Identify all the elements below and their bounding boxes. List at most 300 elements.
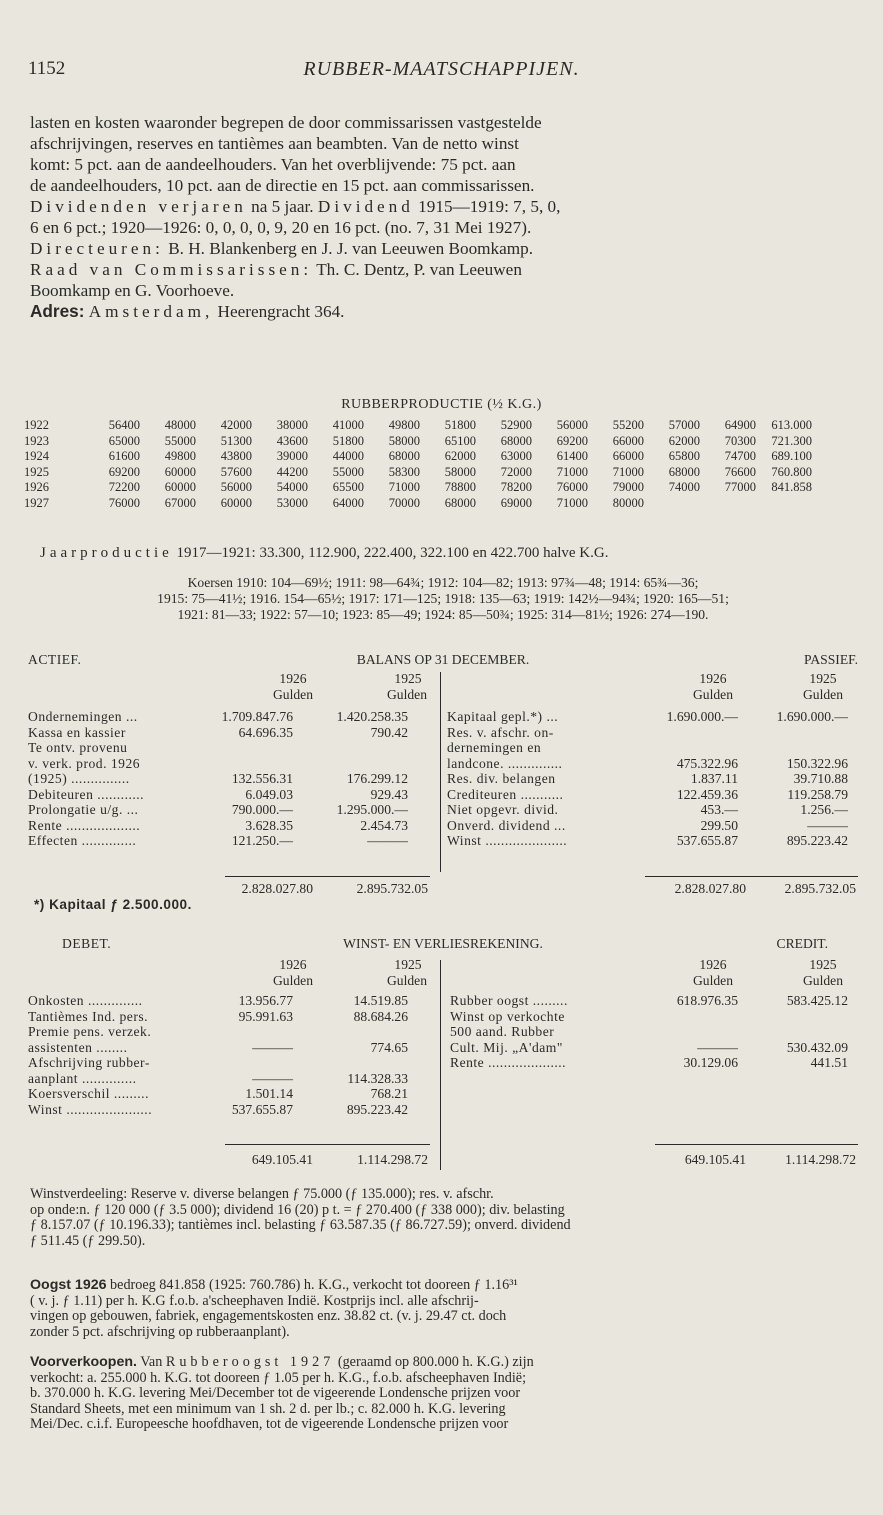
production-value (644, 496, 700, 512)
running-title: RUBBER-MAATSCHAPPIJEN. (303, 58, 580, 80)
production-value: 76000 (556, 480, 588, 495)
ledger-row (28, 818, 433, 834)
forward-sales-paragraph (30, 1355, 860, 1433)
ledger-label: (1925) ............... (28, 771, 130, 786)
pl-right-head: CREDIT. (776, 936, 828, 951)
production-year: 1926 (24, 480, 49, 495)
production-value: 52900 (500, 418, 532, 433)
ledger-amount: 122.459.36 (676, 786, 738, 802)
ledger-amount: 150.322.96 (786, 755, 848, 771)
ledger-row (28, 1009, 433, 1025)
production-value: 64900 (724, 418, 756, 433)
production-value: 39000 (276, 449, 308, 464)
dividend-label: Dividend (317, 197, 414, 216)
ledger-label: Debiteuren ............ (28, 786, 145, 802)
dividend-line-2: 6 en 6 pct.; 1920—1926: 0, 0, 0, 0, 9, 20 en 16 pct. (no. 7, 31 Mei 1927). (30, 218, 532, 237)
production-value: 71000 (556, 464, 588, 479)
total: 1.114.298.72 (785, 1152, 856, 1167)
total: 1.114.298.72 (357, 1152, 428, 1167)
production-row (24, 465, 812, 481)
rubber-production-title: RUBBERPRODUCTIE (½ K.G.) (341, 397, 542, 412)
ledger-amount: 88.684.26 (353, 1008, 408, 1024)
ledger-label: Rente .................... (450, 1055, 567, 1070)
ledger-amount: ——— (252, 1070, 293, 1086)
ledger-amount: 475.322.96 (676, 755, 738, 771)
page-header (28, 58, 855, 86)
production-value: 71000 (612, 464, 644, 479)
harvest-paragraph (30, 1278, 860, 1340)
ledger-amount: 768.21 (370, 1086, 408, 1101)
prices-line: 1915: 75—41½; 1916. 154—65½; 1917: 171—125; 1918: 135—63; 1919: 142½—94¾; 1920: 165—51; (157, 591, 729, 606)
sales-line: verkocht: a. 255.000 h. K.G. tot dooreen ƒ 1.05 per h. K.G., f.o.b. afscheephaven Indië; (30, 1370, 527, 1386)
production-year: 1927 (24, 495, 49, 510)
balance-assets (28, 709, 433, 849)
ledger-label: Afschrijving rubber- (28, 1055, 150, 1070)
ledger-row (28, 1086, 433, 1102)
ledger-label: v. verk. prod. 1926 (28, 755, 141, 771)
production-value: 43800 (220, 449, 252, 464)
ledger-amount: 774.65 (370, 1039, 408, 1055)
production-value: 76600 (724, 464, 756, 479)
ledger-row (450, 1055, 858, 1071)
production-value: 64000 (332, 495, 364, 510)
pl-rule (225, 1144, 430, 1145)
year-head: 1925 (809, 671, 837, 686)
production-row (24, 496, 812, 512)
sales-spaced: Rubberoogst 1927 (165, 1355, 335, 1370)
production-value: 77000 (724, 480, 756, 495)
ledger-row (450, 993, 858, 1009)
production-value: 54000 (276, 480, 308, 495)
ledger-row (447, 771, 858, 787)
div-text: na 5 jaar. (251, 197, 314, 216)
production-value: 60000 (220, 495, 252, 510)
harvest-line (30, 1278, 860, 1294)
production-value: 841.858 (771, 480, 812, 495)
ledger-label: Tantièmes Ind. pers. (28, 1008, 149, 1024)
ledger-label: Winst ..................... (447, 833, 568, 848)
production-value: 43600 (276, 433, 308, 448)
ledger-amount: 1.420.258.35 (336, 709, 408, 724)
distribution-line: op onde:n. ƒ 120 000 (ƒ 3.5 000); dividend 16 (20) p t. = ƒ 270.400 (ƒ 338 000); div. belasting (30, 1202, 565, 1218)
ledger-amount: 1.256.— (800, 802, 848, 817)
distribution-line: Winstverdeeling: Reserve v. diverse belangen ƒ 75.000 (ƒ 135.000); res. v. afschr. (30, 1187, 494, 1202)
ledger-label: Niet opgevr. divid. (447, 802, 559, 817)
ledger-row (28, 740, 433, 756)
production-value: 71000 (388, 480, 420, 495)
ledger-amount: 895.223.42 (786, 833, 848, 848)
dividend-line (30, 196, 860, 217)
div-label: Dividenden verjaren (30, 197, 247, 216)
pl-divider (440, 960, 441, 1170)
board-line (30, 259, 860, 280)
unit-head: Gulden (272, 972, 314, 988)
production-value: 60000 (164, 480, 196, 495)
harvest-line: zonder 5 pct. afschrijving op rubberaanplant). (30, 1324, 290, 1340)
ledger-amount: 39.710.88 (793, 771, 848, 786)
address-city: Amsterdam, (88, 302, 214, 321)
ledger-row (28, 833, 433, 849)
ledger-label: aanplant .............. (28, 1070, 137, 1086)
total: 2.828.027.80 (241, 881, 313, 896)
production-value: 69200 (108, 464, 140, 479)
production-year: 1922 (24, 418, 49, 433)
ledger-amount: 537.655.87 (676, 833, 738, 848)
production-value: 56000 (556, 418, 588, 433)
production-row (24, 480, 812, 496)
production-value: 69000 (500, 495, 532, 510)
ledger-label: Winst ...................... (28, 1101, 153, 1117)
ledger-row (447, 725, 858, 741)
total: 2.895.732.05 (356, 881, 428, 896)
ledger-row (28, 802, 433, 818)
ledger-amount: 1.837.11 (690, 771, 738, 786)
production-value: 48000 (164, 418, 196, 433)
board-label: Raad van Commissarissen: (30, 260, 313, 279)
year-production-text: 1917—1921: 33.300, 112.900, 222.400, 322.100 en 422.700 (176, 545, 540, 561)
production-value: 56400 (108, 418, 140, 433)
ledger-label: Onkosten .............. (28, 993, 143, 1008)
harvest-line: vingen op gebouwen, fabriek, engagementskosten enz. 38.82 ct. (v. j. 29.47 ct. doch (30, 1309, 507, 1324)
balance-totals (28, 881, 858, 912)
harvest-text: bedroeg 841.858 (1925: 760.786) h. K.G., verkocht tot dooreen ƒ 1.16³¹ (106, 1278, 518, 1293)
year-head: 1926 (699, 957, 727, 972)
production-value: 58000 (444, 464, 476, 479)
year-production-line (40, 545, 608, 562)
balance-right-head: PASSIEF. (804, 652, 858, 667)
address-line (30, 301, 860, 322)
ledger-label: Winst op verkochte (450, 1008, 565, 1024)
ledger-row (447, 740, 858, 756)
ledger-amount: ——— (807, 817, 848, 833)
ledger-amount: 1.295.000.— (336, 802, 408, 817)
unit-head: Gulden (802, 972, 844, 988)
ledger-amount: 13.956.77 (238, 993, 293, 1008)
harvest-label: Oogst 1926 (30, 1278, 107, 1293)
unit-head: Gulden (386, 972, 428, 988)
dividend-text: 1915—1919: 7, 5, 0, (418, 197, 561, 216)
intro-line: afschrijvingen, reserves en tantièmes aan beambten. Van de netto winst (30, 134, 519, 153)
ledger-label: Effecten .............. (28, 833, 137, 848)
production-value: 721.300 (771, 433, 812, 448)
production-row (24, 418, 812, 434)
ledger-label: Cult. Mij. „A'dam" (450, 1039, 563, 1055)
total: 2.828.027.80 (674, 881, 746, 896)
unit-head: Gulden (386, 686, 428, 702)
pl-column-heads (28, 957, 858, 988)
total: 649.105.41 (684, 1152, 746, 1167)
ledger-amount: 299.50 (700, 817, 738, 833)
ledger-row (450, 1024, 858, 1040)
unit-head: Gulden (802, 686, 844, 702)
ledger-amount: 790.42 (370, 724, 408, 740)
production-value: 70300 (724, 433, 756, 448)
pl-left-head: DEBET. (62, 936, 112, 951)
production-value: 689.100 (771, 449, 812, 464)
ledger-label: Rente ................... (28, 817, 141, 833)
directors-text: B. H. Blankenberg en J. J. van Leeuwen Boomkamp. (168, 239, 534, 258)
ledger-amount: 453.— (700, 802, 738, 817)
year-head: 1926 (699, 671, 727, 686)
ledger-row (447, 756, 858, 772)
production-value: 55000 (164, 433, 196, 448)
board-text: Th. C. Dentz, P. van Leeuwen (316, 260, 522, 279)
rubber-production-table (24, 418, 812, 511)
ledger-label: Onverd. dividend ... (447, 817, 566, 833)
ledger-row (28, 709, 433, 725)
directors-label: Directeuren: (30, 239, 164, 258)
production-value: 62000 (668, 433, 700, 448)
year-head: 1925 (394, 671, 422, 686)
ledger-row (28, 787, 433, 803)
sales-label: Voorverkoopen. (30, 1355, 137, 1370)
ledger-label: assistenten ........ (28, 1039, 128, 1055)
sales-line: Mei/Dec. c.i.f. Europeesche hoofdhaven, tot de vigeerende Londensche prijzen voor (30, 1417, 509, 1432)
address-label: Adres: (30, 301, 85, 321)
production-value: 55000 (332, 464, 364, 479)
year-production-label: Jaarproductie (40, 545, 173, 561)
production-value: 68000 (444, 495, 476, 510)
production-value: 41000 (332, 418, 364, 433)
production-value: 51800 (444, 418, 476, 433)
production-value (700, 496, 756, 512)
year-head: 1926 (279, 957, 307, 972)
ledger-amount: 95.991.63 (238, 1008, 293, 1024)
production-value: 53000 (276, 495, 308, 510)
ledger-amount: 64.696.35 (238, 724, 293, 740)
production-value: 67000 (164, 495, 196, 510)
ledger-amount: 30.129.06 (683, 1055, 738, 1070)
ledger-amount: 2.454.73 (360, 817, 408, 833)
ledger-row (447, 833, 858, 849)
intro-line: komt: 5 pct. aan de aandeelhouders. Van het overblijvende: 75 pct. aan (30, 155, 516, 174)
production-value: 74700 (724, 449, 756, 464)
year-head: 1926 (279, 671, 307, 686)
ledger-amount: 132.556.31 (231, 771, 293, 786)
ledger-amount: ——— (367, 833, 408, 848)
ledger-label: Ondernemingen ... (28, 709, 138, 724)
balance-divider (440, 672, 441, 872)
pl-rule (655, 1144, 858, 1145)
ledger-label: Te ontv. provenu (28, 740, 128, 755)
sales-line: Standard Sheets, met een minimum van 1 sh. 2 d. per lb.; c. 82.000 h. K.G. levering (30, 1401, 506, 1417)
production-value (756, 496, 812, 512)
ledger-amount: 3.628.35 (245, 817, 293, 833)
ledger-row (447, 709, 858, 725)
ledger-label: Kassa en kassier (28, 724, 126, 740)
prices-line: Koersen 1910: 104—69½; 1911: 98—64¾; 1912: 104—82; 1913: 97¾—48; 1914: 65¾—36; (187, 575, 699, 590)
ledger-row (450, 1009, 858, 1025)
production-value: 57000 (668, 418, 700, 433)
total: 2.895.732.05 (784, 881, 856, 896)
ledger-row (450, 1040, 858, 1056)
pl-heading (28, 936, 858, 952)
balance-liabilities (447, 678, 858, 849)
ledger-amount: 895.223.42 (346, 1101, 408, 1117)
ledger-amount: 929.43 (370, 786, 408, 802)
sales-line: b. 370.000 h. K.G. levering Mei/December tot de vigeerende Londensche prijzen voor (30, 1386, 521, 1401)
production-row (24, 449, 812, 465)
production-value: 61600 (108, 449, 140, 464)
production-value: 68000 (500, 433, 532, 448)
production-value: 42000 (220, 418, 252, 433)
pl-credit (450, 993, 858, 1071)
ledger-label: Prolongatie u/g. ... (28, 802, 139, 817)
capital-note: *) Kapitaal ƒ 2.500.000. (34, 896, 192, 912)
total: 649.105.41 (251, 1152, 313, 1167)
ledger-row (28, 756, 433, 772)
balance-left-head: ACTIEF. (28, 652, 82, 667)
sales-text: Van (136, 1355, 166, 1370)
production-value: 58300 (388, 464, 420, 479)
ledger-amount: 1.690.000.— (776, 709, 848, 724)
ledger-amount: ——— (697, 1039, 738, 1055)
production-value: 66000 (612, 433, 644, 448)
production-value: 72200 (108, 480, 140, 495)
ledger-row (447, 818, 858, 834)
year-head: 1925 (809, 957, 837, 972)
ledger-amount: 6.049.03 (245, 786, 293, 802)
production-value: 80000 (612, 495, 644, 510)
ledger-row (28, 1102, 433, 1118)
ledger-row (447, 787, 858, 803)
ledger-row (28, 993, 433, 1009)
ledger-row (28, 1024, 433, 1040)
ledger-amount: 1.690.000.— (666, 709, 738, 724)
unit-head: Gulden (692, 686, 734, 702)
year-head: 1925 (394, 957, 422, 972)
ledger-label: Res. div. belangen (447, 771, 556, 786)
production-value: 62000 (444, 449, 476, 464)
ledger-row (28, 771, 433, 787)
ledger-row (28, 1071, 433, 1087)
production-value: 66000 (612, 449, 644, 464)
ledger-label: Koersverschil ......... (28, 1086, 149, 1101)
ledger-label: 500 aand. Rubber (450, 1024, 555, 1039)
production-value: 57600 (220, 464, 252, 479)
production-year: 1925 (24, 464, 49, 479)
ledger-row (447, 802, 858, 818)
production-year: 1923 (24, 433, 49, 448)
production-value: 76000 (108, 495, 140, 510)
ledger-amount: 14.519.85 (353, 993, 408, 1008)
production-value: 51300 (220, 433, 252, 448)
ledger-amount: 618.976.35 (676, 993, 738, 1008)
production-value: 51800 (332, 433, 364, 448)
ledger-amount: 121.250.— (231, 833, 293, 848)
distribution-line: ƒ 8.157.07 (ƒ 10.196.33); tantièmes incl. belasting ƒ 63.587.35 (ƒ 86.727.59); onverd. dividend (30, 1218, 571, 1233)
ledger-row (28, 1040, 433, 1056)
ledger-amount: 790.000.— (231, 802, 293, 817)
production-value: 49800 (388, 418, 420, 433)
production-value: 65500 (332, 480, 364, 495)
sales-line (30, 1355, 860, 1371)
production-value: 71000 (556, 495, 588, 510)
address-street: Heerengracht 364. (217, 302, 345, 321)
prices-line: 1921: 81—33; 1922: 57—10; 1923: 85—49; 1924: 85—50¾; 1925: 314—81½; 1926: 274—190. (177, 607, 709, 622)
ledger-row (447, 678, 858, 694)
unit-head: Gulden (692, 972, 734, 988)
balance-title: BALANS OP 31 DECEMBER. (356, 652, 530, 667)
ledger-row (28, 1055, 433, 1071)
pl-debit (28, 993, 433, 1117)
production-value: 68000 (388, 449, 420, 464)
distribution-line: ƒ 511.45 (ƒ 299.50). (30, 1233, 146, 1249)
production-value: 63000 (500, 449, 532, 464)
balance-rule (225, 876, 430, 877)
production-value: 74000 (668, 480, 700, 495)
intro-line: lasten en kosten waaronder begrepen de door commissarissen vastgestelde (30, 113, 542, 132)
board-line-2: Boomkamp en G. Voorhoeve. (30, 281, 235, 300)
ledger-label: Rubber oogst ......... (450, 993, 568, 1008)
balance-heading (28, 652, 858, 668)
ledger-amount: 441.51 (810, 1055, 848, 1070)
ledger-amount: 583.425.12 (786, 993, 848, 1008)
page-number: 1152 (28, 58, 66, 79)
production-value: 55200 (612, 418, 644, 433)
production-value: 69200 (556, 433, 588, 448)
production-value: 70000 (388, 495, 420, 510)
production-value: 78200 (500, 480, 532, 495)
ledger-label: dernemingen en (447, 740, 542, 755)
production-value: 68000 (668, 464, 700, 479)
share-prices (28, 575, 858, 623)
production-value: 44200 (276, 464, 308, 479)
ledger-row (447, 694, 858, 710)
year-production-suffix: halve K.G. (543, 545, 609, 561)
ledger-amount: 1.501.14 (245, 1086, 293, 1101)
ledger-amount: 176.299.12 (346, 771, 408, 786)
production-value: 78800 (444, 480, 476, 495)
production-value: 49800 (164, 449, 196, 464)
profit-distribution (30, 1187, 860, 1249)
sales-text: (geraamd op 800.000 h. K.G.) zijn (334, 1355, 534, 1370)
production-value: 760.800 (771, 464, 812, 479)
production-value: 65000 (108, 433, 140, 448)
pl-totals (28, 1152, 858, 1168)
unit-head: Gulden (272, 686, 314, 702)
ledger-amount: 537.655.87 (231, 1101, 293, 1117)
balance-rule (645, 876, 858, 877)
ledger-label: Premie pens. verzek. (28, 1024, 152, 1039)
production-value: 56000 (220, 480, 252, 495)
ledger-label: Kapitaal gepl.*) ... (447, 709, 559, 724)
ledger-label: Res. v. afschr. on- (447, 724, 554, 740)
ledger-label: landcone. .............. (447, 755, 563, 771)
ledger-amount: ——— (252, 1039, 293, 1055)
pl-title: WINST- EN VERLIESREKENING. (343, 936, 543, 951)
ledger-amount: 114.328.33 (347, 1070, 408, 1086)
production-value: 65800 (668, 449, 700, 464)
production-value: 65100 (444, 433, 476, 448)
ledger-amount: 119.258.79 (787, 786, 848, 802)
production-value: 60000 (164, 464, 196, 479)
intro-paragraph (30, 112, 860, 322)
production-value: 61400 (556, 449, 588, 464)
production-value: 613.000 (771, 418, 812, 433)
production-value: 38000 (276, 418, 308, 433)
production-value: 44000 (332, 449, 364, 464)
harvest-line: ( v. j. ƒ 1.11) per h. K.G f.o.b. a'scheephaven Indië. Kostprijs incl. alle afschrij- (30, 1293, 479, 1309)
ledger-amount: 1.709.847.76 (221, 709, 293, 724)
production-value: 58000 (388, 433, 420, 448)
directors-line (30, 238, 860, 259)
production-value: 79000 (612, 480, 644, 495)
ledger-label: Crediteuren ........... (447, 786, 564, 802)
ledger-amount: 530.432.09 (786, 1039, 848, 1055)
intro-line: de aandeelhouders, 10 pct. aan de directie en 15 pct. aan commissarissen. (30, 176, 535, 195)
production-year: 1924 (24, 449, 49, 464)
